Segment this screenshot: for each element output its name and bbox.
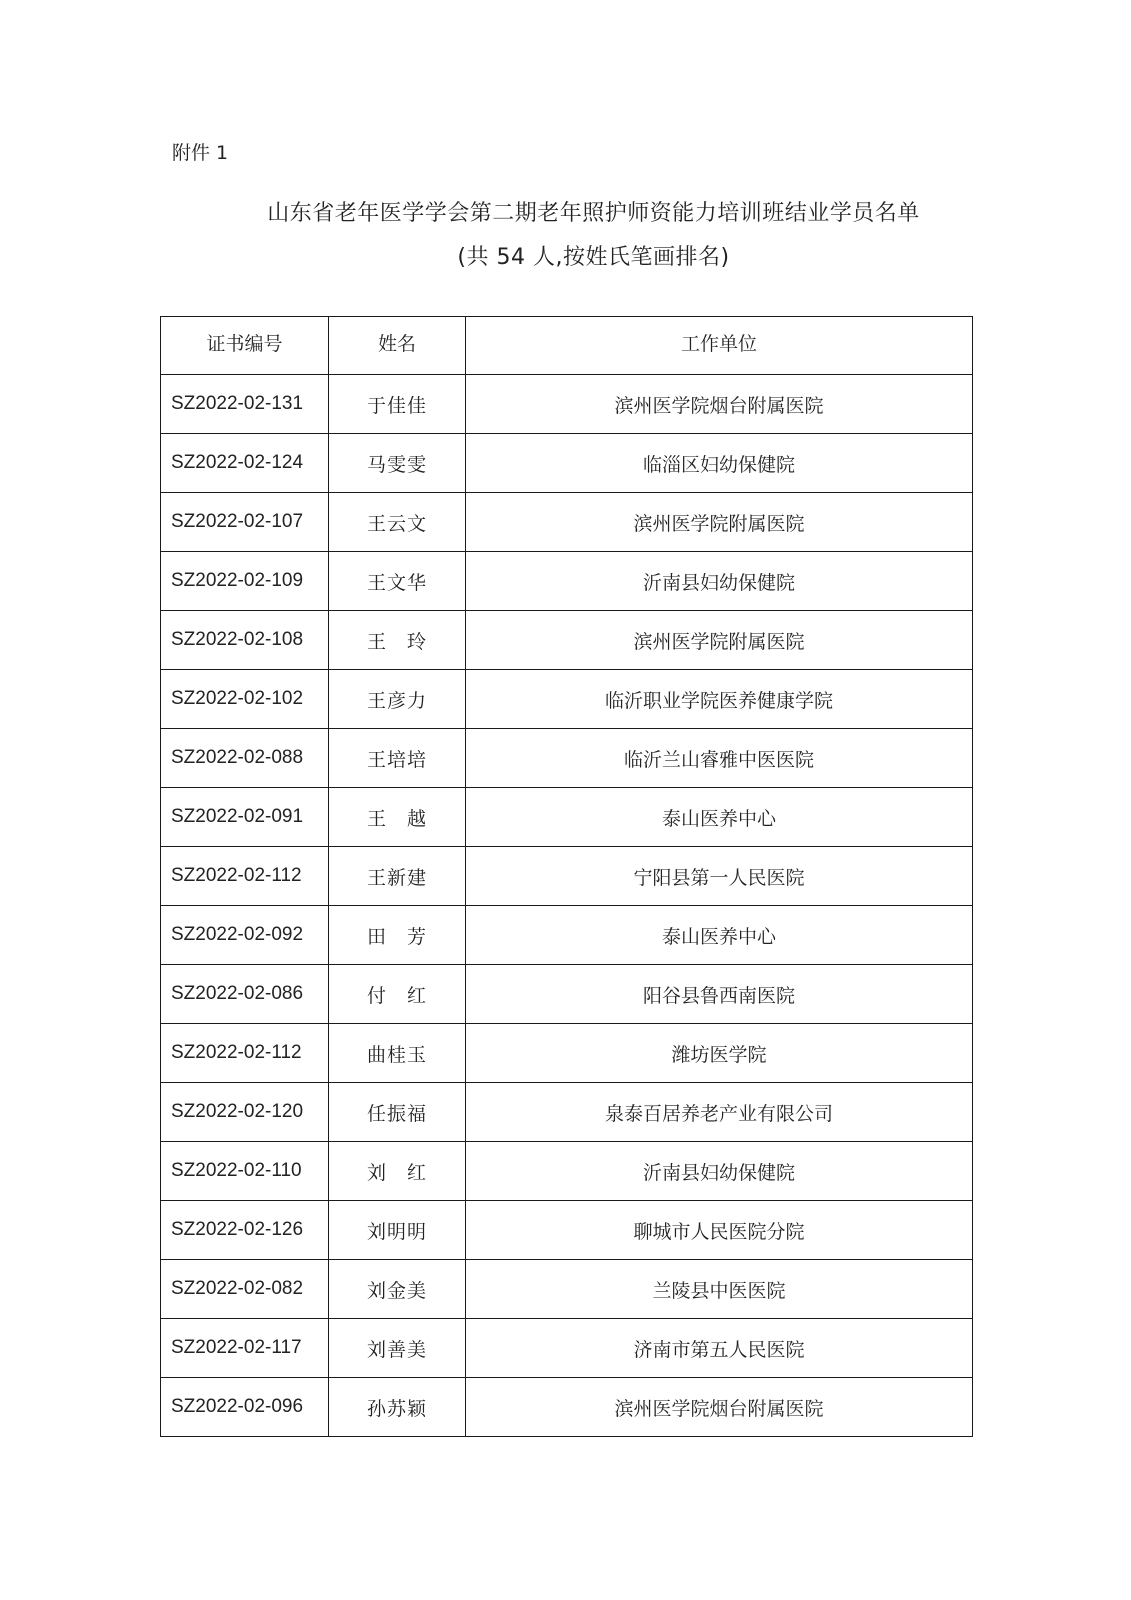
cert-number-cell: SZ2022-02-126 xyxy=(161,1201,329,1260)
cert-number-cell: SZ2022-02-120 xyxy=(161,1083,329,1142)
name-cell: 刘 红 xyxy=(329,1142,466,1201)
table-row xyxy=(161,611,973,670)
name-cell: 付 红 xyxy=(329,965,466,1024)
name-cell: 任振福 xyxy=(329,1083,466,1142)
attachment-label: 附件 1 xyxy=(172,142,229,164)
work-unit-cell: 济南市第五人民医院 xyxy=(466,1319,973,1378)
name-cell: 曲桂玉 xyxy=(329,1024,466,1083)
name-cell: 刘金美 xyxy=(329,1260,466,1319)
cert-number-cell: SZ2022-02-124 xyxy=(161,434,329,493)
document-subtitle: (共 54 人,按姓氏笔画排名) xyxy=(457,245,730,270)
name-cell: 王新建 xyxy=(329,847,466,906)
work-unit-cell: 阳谷县鲁西南医院 xyxy=(466,965,973,1024)
work-unit-cell: 临淄区妇幼保健院 xyxy=(466,434,973,493)
name-cell: 刘善美 xyxy=(329,1319,466,1378)
cert-number-cell: SZ2022-02-086 xyxy=(161,965,329,1024)
cert-number-cell: SZ2022-02-109 xyxy=(161,552,329,611)
table-row xyxy=(161,1142,973,1201)
document-title: 山东省老年医学学会第二期老年照护师资能力培训班结业学员名单 xyxy=(267,201,920,226)
table-row xyxy=(161,1378,973,1437)
work-unit-cell: 滨州医学院附属医院 xyxy=(466,493,973,552)
table-body xyxy=(161,375,973,1437)
work-unit-cell: 沂南县妇幼保健院 xyxy=(466,552,973,611)
graduate-roster-table xyxy=(160,316,973,1437)
cert-number-cell: SZ2022-02-091 xyxy=(161,788,329,847)
work-unit-cell: 潍坊医学院 xyxy=(466,1024,973,1083)
header-row xyxy=(161,317,973,375)
table-row xyxy=(161,1024,973,1083)
work-unit-cell: 聊城市人民医院分院 xyxy=(466,1201,973,1260)
cert-number-cell: SZ2022-02-131 xyxy=(161,375,329,434)
table-row xyxy=(161,670,973,729)
table-row xyxy=(161,552,973,611)
name-cell: 王彦力 xyxy=(329,670,466,729)
name-cell: 王云文 xyxy=(329,493,466,552)
header-cert-number: 证书编号 xyxy=(161,317,329,375)
table-row xyxy=(161,434,973,493)
table-row xyxy=(161,788,973,847)
work-unit-cell: 泰山医养中心 xyxy=(466,906,973,965)
work-unit-cell: 兰陵县中医医院 xyxy=(466,1260,973,1319)
cert-number-cell: SZ2022-02-096 xyxy=(161,1378,329,1437)
cert-number-cell: SZ2022-02-082 xyxy=(161,1260,329,1319)
name-cell: 王培培 xyxy=(329,729,466,788)
cert-number-cell: SZ2022-02-112 xyxy=(161,1024,329,1083)
work-unit-cell: 沂南县妇幼保健院 xyxy=(466,1142,973,1201)
table-row xyxy=(161,1319,973,1378)
cert-number-cell: SZ2022-02-088 xyxy=(161,729,329,788)
name-cell: 刘明明 xyxy=(329,1201,466,1260)
name-cell: 于佳佳 xyxy=(329,375,466,434)
table-row xyxy=(161,375,973,434)
table-row xyxy=(161,965,973,1024)
cert-number-cell: SZ2022-02-110 xyxy=(161,1142,329,1201)
table-row xyxy=(161,1083,973,1142)
work-unit-cell: 滨州医学院附属医院 xyxy=(466,611,973,670)
name-cell: 王文华 xyxy=(329,552,466,611)
name-cell: 王 玲 xyxy=(329,611,466,670)
work-unit-cell: 宁阳县第一人民医院 xyxy=(466,847,973,906)
cert-number-cell: SZ2022-02-102 xyxy=(161,670,329,729)
work-unit-cell: 泰山医养中心 xyxy=(466,788,973,847)
name-cell: 马雯雯 xyxy=(329,434,466,493)
header-work-unit: 工作单位 xyxy=(466,317,973,375)
cert-number-cell: SZ2022-02-117 xyxy=(161,1319,329,1378)
work-unit-cell: 临沂兰山睿雅中医医院 xyxy=(466,729,973,788)
work-unit-cell: 泉泰百居养老产业有限公司 xyxy=(466,1083,973,1142)
name-cell: 田 芳 xyxy=(329,906,466,965)
name-cell: 孙苏颖 xyxy=(329,1378,466,1437)
name-cell: 王 越 xyxy=(329,788,466,847)
table-row xyxy=(161,847,973,906)
table-row xyxy=(161,1260,973,1319)
table-row xyxy=(161,1201,973,1260)
work-unit-cell: 滨州医学院烟台附属医院 xyxy=(466,375,973,434)
table-row xyxy=(161,493,973,552)
table-row xyxy=(161,729,973,788)
cert-number-cell: SZ2022-02-108 xyxy=(161,611,329,670)
table-header xyxy=(161,317,973,375)
header-name: 姓名 xyxy=(329,317,466,375)
cert-number-cell: SZ2022-02-107 xyxy=(161,493,329,552)
cert-number-cell: SZ2022-02-112 xyxy=(161,847,329,906)
table-row xyxy=(161,906,973,965)
cert-number-cell: SZ2022-02-092 xyxy=(161,906,329,965)
work-unit-cell: 滨州医学院烟台附属医院 xyxy=(466,1378,973,1437)
work-unit-cell: 临沂职业学院医养健康学院 xyxy=(466,670,973,729)
